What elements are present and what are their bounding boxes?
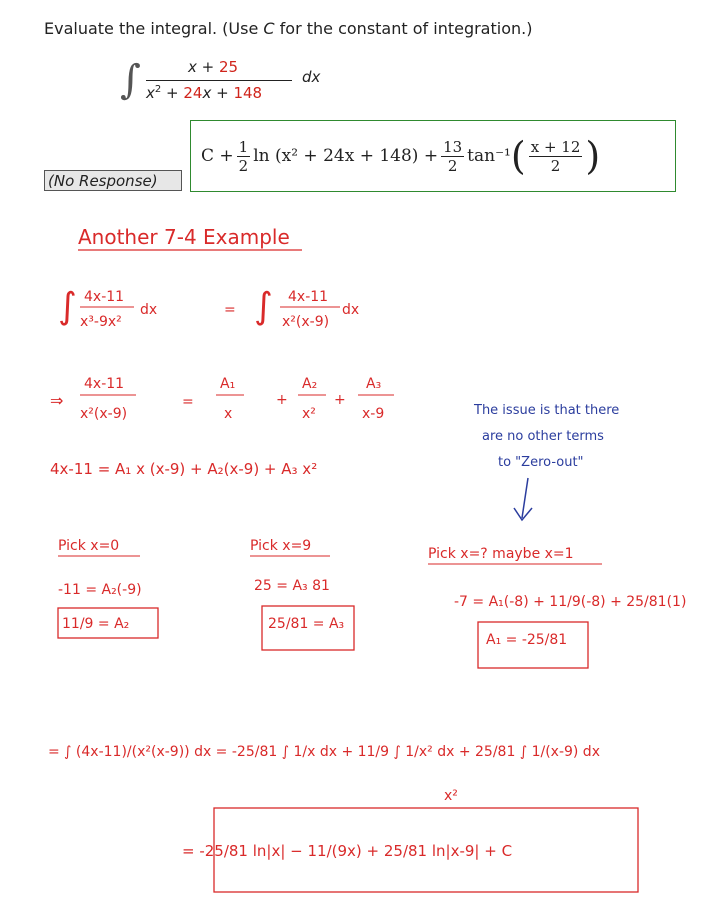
line1-left-num: 4x-11 (84, 289, 125, 305)
pick1-eq: -11 = A₂(-9) (58, 582, 142, 598)
pick3-res: A₁ = -25/81 (486, 632, 568, 648)
integral-expansion: = ∫ (4x-11)/(x²(x-9)) dx = -25/81 ∫ 1/x dx + 11/9 ∫ 1/x² dx + 25/81 ∫ 1/(x-9) dx (48, 744, 600, 760)
handwritten-notes (44, 196, 705, 913)
line1-eq: = (224, 302, 236, 318)
issue-line3: to "Zero-out" (498, 455, 584, 470)
pick2-label: Pick x=9 (250, 538, 312, 554)
line1-dx2: dx (342, 302, 360, 318)
line1-right-den: x²(x-9) (282, 314, 330, 330)
question-prompt: Evaluate the integral. (Use C for the constant of integration.) (44, 19, 533, 38)
issue-line1: The issue is that there (474, 403, 620, 418)
pf-A3den: x-9 (362, 406, 385, 422)
final-answer: = -25/81 ln|x| − 11/(9x) + 25/81 ln|x-9| + C (182, 842, 513, 860)
pf-A2: A₂ (302, 376, 318, 392)
integrand-numerator: x + 25 (188, 58, 239, 76)
svg-text:+: + (276, 392, 288, 408)
pf-A2den: x² (302, 406, 316, 422)
pick1-label: Pick x=0 (58, 538, 120, 554)
pick2-eq: 25 = A₃ 81 (254, 578, 330, 594)
x-squared-note: x² (444, 788, 458, 804)
line1-integral-right: ∫ (254, 286, 273, 327)
pf-A1den: x (224, 406, 233, 422)
pf-den: x²(x-9) (80, 406, 128, 422)
pick2-res: 25/81 = A₃ (268, 616, 345, 632)
line1-left-den: x³-9x² (80, 314, 122, 330)
pf-num: 4x-11 (84, 376, 125, 392)
expand-line: 4x-11 = A₁ x (x-9) + A₂(x-9) + A₃ x² (50, 460, 318, 478)
pick1-res: 11/9 = A₂ (62, 616, 130, 632)
pf-A3: A₃ (366, 376, 382, 392)
line1-dx: dx (140, 302, 158, 318)
pick3-label: Pick x=? maybe x=1 (428, 546, 574, 562)
pick3-eq: -7 = A₁(-8) + 11/9(-8) + 25/81(1) (454, 594, 687, 610)
question-integral (120, 56, 320, 108)
svg-text:+: + (334, 392, 346, 408)
no-response-badge: (No Response) (44, 170, 182, 191)
pf-A1: A₁ (220, 376, 236, 392)
answer-expression: C + $\frac{1}{2}$ ln (x² + 24x + 148) + $\frac{13}{2}$ tan⁻¹ ( x + 12 2 ) (201, 134, 601, 178)
line1-right-num: 4x-11 (288, 289, 329, 305)
svg-text:⇒: ⇒ (50, 391, 64, 410)
answer-box (190, 120, 676, 192)
integrand-denominator: $x^2 + 24x + 148$ (146, 84, 263, 102)
line1-integral-left: ∫ (58, 286, 77, 327)
svg-text:=: = (182, 394, 194, 410)
issue-line2: are no other terms (482, 429, 604, 444)
integral-sign: ∫ (120, 57, 141, 103)
integrand-dx: dx (302, 68, 321, 86)
notes-title: Another 7-4 Example (78, 225, 290, 249)
